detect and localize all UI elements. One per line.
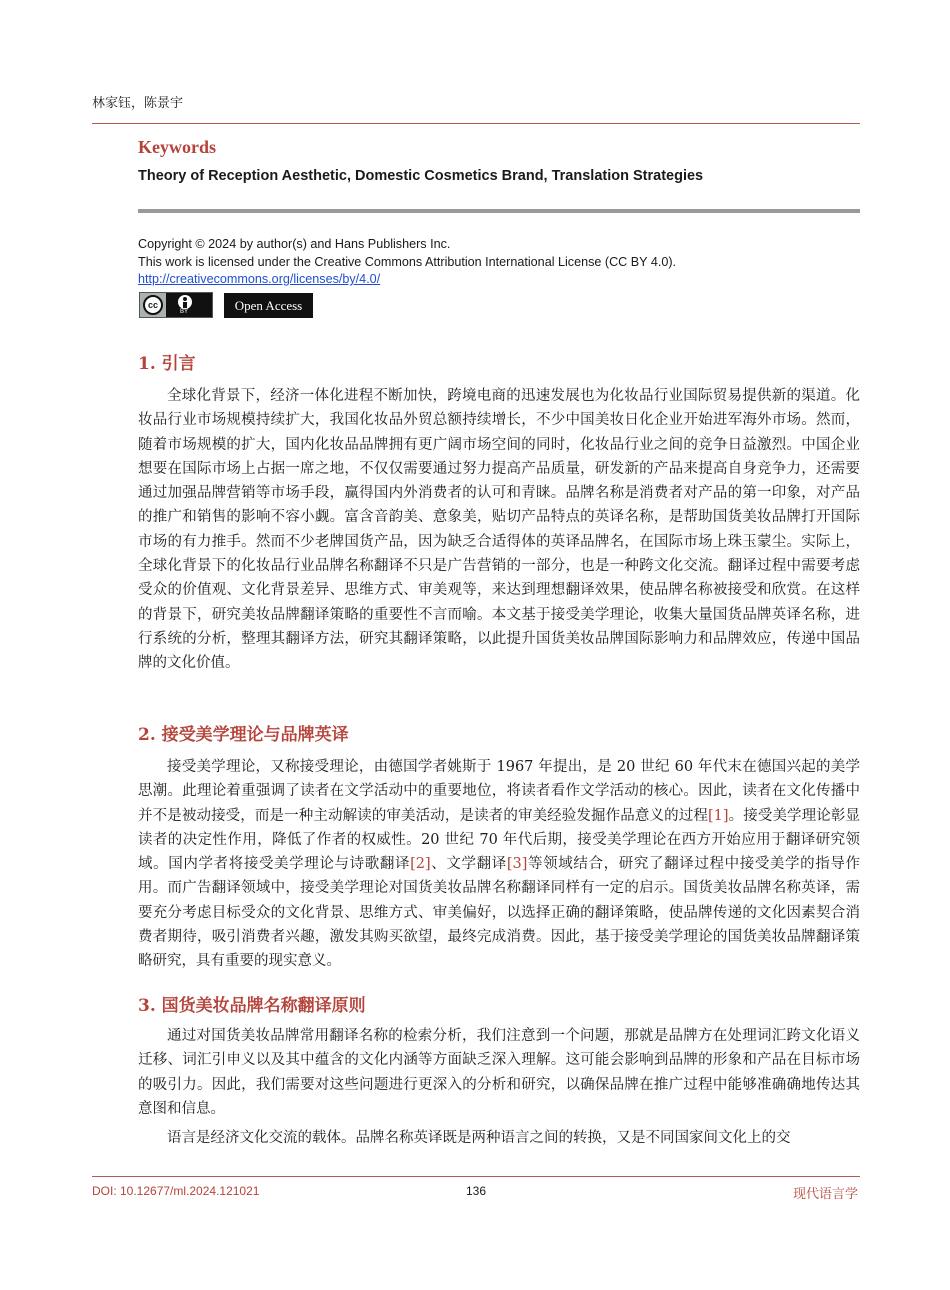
cc-by-badge-icon[interactable] [139, 292, 213, 318]
copyright-block [138, 236, 676, 289]
section-3-paragraph: 通过对国货美妆品牌常用翻译名称的检索分析，我们注意到一个问题，那就是品牌方在处理词汇跨文化语义迁移、词汇引申义以及其中蕴含的文化内涵等方面缺乏深入理解。这可能会影响到品牌的形象和产品在目标市场的吸引力。因此，我们需要对这些问题进行更深入的分析和研究，以确保品牌在推广过程中能够准确确地传达其意图和信息。 [138, 1028, 860, 1117]
header-divider [92, 123, 860, 124]
person-icon [178, 295, 192, 309]
by-label: BY [180, 309, 189, 315]
section-3-paragraph: 语言是经济文化交流的载体。品牌名称英译既是两种语言之间的转换，又是不同国家间文化上的交 [167, 1130, 791, 1146]
section-3-heading: 3. 国货美妆品牌名称翻译原则 [138, 996, 366, 1016]
section-1-paragraph: 全球化背景下，经济一体化进程不断加快，跨境电商的迅速发展也为化妆品行业国际贸易提供新的渠道。化妆品行业市场规模持续扩大，我国化妆品外贸总额持续增长，不少中国美妆日化企业开始进军海外市场。然而，随着市场规模的扩大，国内化妆品品牌拥有更广阔市场空间的同时，化妆品行业之间的竞争日益激烈。中国企业想要在国际市场上占据一席之地，不仅仅需要通过努力提高产品质量，研发新的产品来提高自身竞争力，还需要通过加强品牌营销等市场手段，赢得国内外消费者的认可和青睐。品牌名称是消费者对产品的第一印象，对产品的推广和销售的影响不容小觑。富含音韵美、意象美，贴切产品特点的英译名称，是帮助国货美妆品牌打开国际市场的有力推手。然而不少老牌国货产品，因为缺乏合适得体的英译品牌名，在国际市场上珠玉蒙尘。实际上，全球化背景下的化妆品行业品牌名称翻译不只是广告营销的一部分，也是一种跨文化交流。翻译过程中需要考虑受众的价值观、文化背景差异、思维方式、审美观等，来达到理想翻译效果，使品牌名称被接受和欣赏。在这样的背景下，研究美妆品牌翻译策略的重要性不言而喻。本文基于接受美学理论，收集大量国货品牌英译名称，进行系统的分析，整理其翻译方法，研究其翻译策略，以此提升国货美妆品牌国际影响力和品牌效应，传递中国品牌的文化价值。 [138, 388, 860, 672]
section-2-text-part: 等领域结合，研究了翻译过程中接受美学的指导作用。而广告翻译领域中，接受美学理论对国货美妆品牌名称翻译同样有一定的启示。国货美妆品牌名称英译，需要充分考虑目标受众的文化背景、思维方式、审美偏好，以选择正确的翻译策略，使品牌传递的文化因素契合消费者期待，吸引消费者兴趣，激发其购买欲望，最终完成消费。因此，基于接受美学理论的国货美妆品牌翻译策略研究，具有重要的现实意义。 [138, 856, 861, 970]
keywords-text: Theory of Reception Aesthetic, Domestic Cosmetics Brand, Translation Strategies [138, 168, 704, 184]
cc-icon: cc [143, 295, 163, 315]
section-2-text-part: 、文学翻译 [430, 856, 507, 873]
license-line: This work is licensed under the Creative Commons Attribution International License (CC BY 4.0). [138, 254, 677, 269]
license-link[interactable]: http://creativecommons.org/licenses/by/4.0/ [138, 272, 381, 286]
open-access-badge[interactable]: Open Access [224, 293, 313, 318]
section-2-text-part: 。接受美学理论彰显读者的决定性作用，降低了作者的权威性。20 世纪 70 年代后期，接受美学理论在西方开始应用于翻译研究领域。国内学者将接受美学理论与诗歌翻译 [138, 807, 861, 873]
journal-name: 现代语言学 [792, 1187, 858, 1202]
page-number: 136 [466, 1184, 487, 1198]
by-strip [166, 293, 212, 317]
section-1-heading: 1. 引言 [138, 354, 196, 374]
keywords-divider [138, 209, 860, 213]
keywords-heading: Keywords [138, 137, 216, 157]
footer-divider [92, 1176, 860, 1177]
citation-link[interactable]: [1] [707, 807, 729, 824]
section-2-text-part: 接受美学理论，又称接受理论，由德国学者姚斯于 1967 年提出，是 20 世纪 60 年代末在德国兴起的美学思潮。此理论着重强调了读者在文学活动中的重要地位，将读者看作文学活动的核心。因此，读者在文化传播中并不是被动接受，而是一种主动解读的审美活动，是读者的审美经验发掘作品意义的过程 [138, 759, 860, 824]
citation-link[interactable]: [3] [506, 856, 528, 873]
doi: DOI: 10.12677/ml.2024.121021 [92, 1184, 260, 1198]
running-head: 林家钰，陈景宇 [92, 96, 184, 111]
section-2-heading: 2. 接受美学理论与品牌英译 [138, 725, 349, 745]
copyright-line: Copyright © 2024 by author(s) and Hans Publishers Inc. [138, 237, 451, 251]
section-2-paragraph [138, 755, 860, 974]
citation-link[interactable]: [2] [410, 856, 431, 873]
